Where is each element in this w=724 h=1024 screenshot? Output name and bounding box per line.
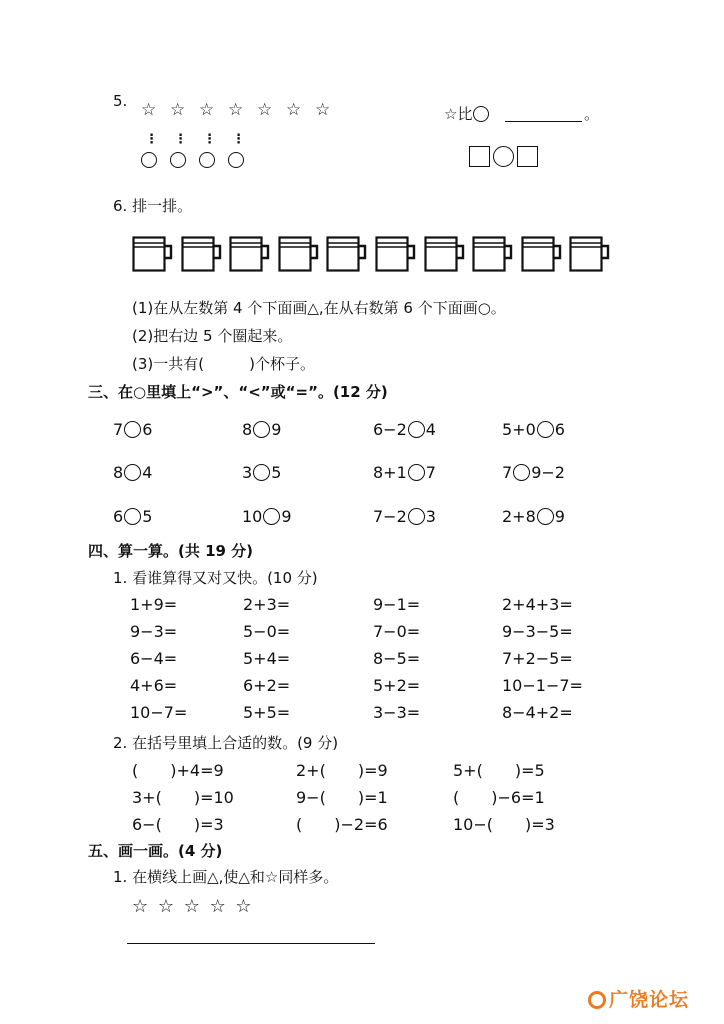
answer-circle[interactable] — [124, 421, 141, 438]
q5-number: 5. — [113, 92, 128, 110]
circle-icon — [473, 106, 489, 122]
cup-icon — [375, 236, 419, 272]
calc-expression[interactable]: 8−5= — [373, 649, 421, 668]
answer-circle[interactable] — [537, 508, 554, 525]
fill-expression[interactable]: ( )−2=6 — [296, 815, 388, 834]
calc-expression[interactable]: 7−0= — [373, 622, 421, 641]
calc-expression[interactable]: 9−3−5= — [502, 622, 573, 641]
compare-left: 7 — [113, 420, 124, 439]
section5-title: 五、画一画。(4 分) — [88, 842, 223, 860]
compare-item — [502, 507, 565, 526]
compare-item — [373, 507, 436, 526]
cup-icon — [278, 236, 322, 272]
logo-icon — [588, 991, 606, 1009]
q6-item-1: (1)在从左数第 4 个下面画△,在从右数第 6 个下面画○。 — [132, 299, 506, 317]
q5-circle-row — [141, 152, 257, 172]
calc-expression[interactable]: 5−0= — [243, 622, 291, 641]
compare-right: 7 — [425, 463, 436, 482]
compare-item — [113, 420, 152, 439]
calc-expression[interactable]: 2+4+3= — [502, 595, 573, 614]
compare-right: 9 — [281, 507, 292, 526]
circle-icon — [199, 152, 215, 168]
q6-title: 6. 排一排。 — [113, 197, 193, 215]
compare-left: 7−2 — [373, 507, 407, 526]
compare-right: 6 — [142, 420, 153, 439]
dots-icon: ⋮ — [145, 132, 158, 147]
q5-compare-text: ☆比 — [444, 105, 473, 123]
calc-expression[interactable]: 1+9= — [130, 595, 178, 614]
compare-right: 9−2 — [531, 463, 565, 482]
cup-icon — [569, 236, 613, 272]
cup-icon — [326, 236, 370, 272]
watermark — [588, 985, 689, 1012]
answer-circle[interactable] — [124, 508, 141, 525]
square-icon — [469, 146, 490, 167]
compare-left: 6−2 — [373, 420, 407, 439]
answer-circle[interactable] — [253, 464, 270, 481]
compare-item — [242, 507, 292, 526]
star-icon: ☆ — [286, 100, 302, 120]
dots-icon: ⋮ — [203, 132, 216, 147]
watermark-text: 广饶论坛 — [609, 989, 690, 1011]
answer-circle[interactable] — [408, 464, 425, 481]
star-icon: ☆ — [257, 100, 273, 120]
calc-expression[interactable]: 4+6= — [130, 676, 178, 695]
compare-left: 8+1 — [373, 463, 407, 482]
q5-answer-blank[interactable] — [505, 121, 582, 122]
cup-icon — [181, 236, 225, 272]
section4-title: 四、算一算。(共 19 分) — [88, 542, 254, 560]
star-icon: ☆ — [228, 100, 244, 120]
q5-period: 。 — [584, 105, 600, 123]
fill-expression[interactable]: 3+( )=10 — [132, 788, 234, 807]
compare-left: 5+0 — [502, 420, 536, 439]
calc-expression[interactable]: 3−3= — [373, 703, 421, 722]
section4-sub1: 1. 看谁算得又对又快。(10 分) — [113, 569, 318, 587]
fill-expression[interactable]: ( )+4=9 — [132, 761, 224, 780]
fill-expression[interactable]: 2+( )=9 — [296, 761, 388, 780]
fill-expression[interactable]: 10−( )=3 — [453, 815, 555, 834]
calc-expression[interactable]: 6+2= — [243, 676, 291, 695]
calc-expression[interactable]: 7+2−5= — [502, 649, 573, 668]
compare-item — [502, 463, 565, 482]
fill-expression[interactable]: ( )−6=1 — [453, 788, 545, 807]
circle-icon — [141, 152, 157, 168]
calc-expression[interactable]: 10−7= — [130, 703, 188, 722]
compare-right: 5 — [271, 463, 282, 482]
compare-left: 8 — [113, 463, 124, 482]
cup-icon — [521, 236, 565, 272]
draw-answer-line[interactable] — [127, 943, 375, 944]
dots-icon: ⋮ — [174, 132, 187, 147]
calc-expression[interactable]: 2+3= — [243, 595, 291, 614]
compare-item — [242, 463, 281, 482]
circle-icon — [493, 146, 514, 167]
compare-item — [113, 463, 152, 482]
cup-icon — [229, 236, 273, 272]
answer-circle[interactable] — [537, 421, 554, 438]
cup-icon — [424, 236, 468, 272]
compare-item — [113, 507, 152, 526]
q5-star-row — [141, 100, 344, 120]
compare-right: 9 — [271, 420, 282, 439]
fill-expression[interactable]: 5+( )=5 — [453, 761, 545, 780]
q6-item-2: (2)把右边 5 个圈起来。 — [132, 327, 293, 345]
q5-compare — [444, 103, 490, 124]
section4-sub2: 2. 在括号里填上合适的数。(9 分) — [113, 734, 339, 752]
answer-circle[interactable] — [408, 421, 425, 438]
compare-right: 4 — [425, 420, 436, 439]
compare-right: 6 — [554, 420, 565, 439]
calc-expression[interactable]: 8−4+2= — [502, 703, 573, 722]
star-icon: ☆ — [199, 100, 215, 120]
q6-item-3: (3)一共有( )个杯子。 — [132, 355, 315, 373]
star-icon: ☆ — [170, 100, 186, 120]
compare-left: 6 — [113, 507, 124, 526]
cup-icon — [132, 236, 176, 272]
star-icon: ☆ — [315, 100, 331, 120]
calc-expression[interactable]: 9−3= — [130, 622, 178, 641]
section3-title: 三、在○里填上“>”、“<”或“=”。(12 分) — [88, 383, 388, 401]
answer-circle[interactable] — [253, 421, 270, 438]
q5-shapes — [469, 146, 538, 167]
cup-icon — [472, 236, 516, 272]
compare-item — [373, 420, 436, 439]
compare-item — [373, 463, 436, 482]
compare-right: 3 — [425, 507, 436, 526]
q5-dot-row — [145, 128, 261, 147]
fill-expression[interactable]: 6−( )=3 — [132, 815, 224, 834]
calc-expression[interactable]: 9−1= — [373, 595, 421, 614]
answer-circle[interactable] — [263, 508, 280, 525]
compare-right: 5 — [142, 507, 153, 526]
calc-expression[interactable]: 5+5= — [243, 703, 291, 722]
dots-icon: ⋮ — [232, 132, 245, 147]
calc-expression[interactable]: 5+4= — [243, 649, 291, 668]
compare-left: 8 — [242, 420, 253, 439]
compare-item — [242, 420, 281, 439]
compare-left: 7 — [502, 463, 513, 482]
circle-icon — [228, 152, 244, 168]
compare-right: 9 — [554, 507, 565, 526]
section5-stars: ☆ ☆ ☆ ☆ ☆ — [132, 896, 254, 917]
circle-icon — [170, 152, 186, 168]
answer-circle[interactable] — [513, 464, 530, 481]
calc-expression[interactable]: 10−1−7= — [502, 676, 583, 695]
star-icon: ☆ — [141, 100, 157, 120]
answer-circle[interactable] — [408, 508, 425, 525]
answer-circle[interactable] — [124, 464, 141, 481]
compare-right: 4 — [142, 463, 153, 482]
section5-sub1: 1. 在横线上画△,使△和☆同样多。 — [113, 868, 339, 886]
fill-expression[interactable]: 9−( )=1 — [296, 788, 388, 807]
calc-expression[interactable]: 6−4= — [130, 649, 178, 668]
compare-item — [502, 420, 565, 439]
compare-left: 10 — [242, 507, 263, 526]
compare-left: 2+8 — [502, 507, 536, 526]
square-icon — [517, 146, 538, 167]
compare-left: 3 — [242, 463, 253, 482]
calc-expression[interactable]: 5+2= — [373, 676, 421, 695]
